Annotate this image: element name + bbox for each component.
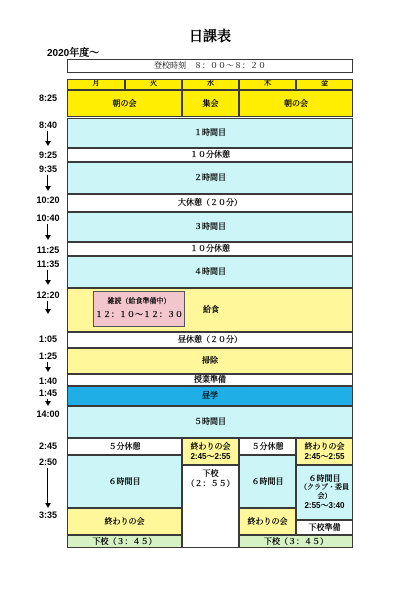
time-935: 9:35 (38, 164, 57, 174)
time-925: 9:25 (38, 150, 57, 160)
down-arrow-icon (45, 401, 51, 406)
day-mon: 月 (67, 79, 125, 90)
school-year: 2020年度〜 (47, 48, 100, 59)
end-meeting-wed-label: 終わりの会 (190, 441, 231, 451)
morning-meeting-mon-tue: 朝の会 (67, 90, 182, 117)
cleaning: 掃除 (67, 348, 353, 374)
time-250: 2:50 (38, 457, 57, 467)
end-meeting-wed (182, 438, 239, 465)
time-245: 2:45 (38, 441, 57, 451)
period-4: ４時間目 (67, 256, 353, 288)
down-arrow-icon (45, 367, 51, 372)
time-1040: 10:40 (36, 213, 60, 223)
study-period: 昼学 (67, 386, 353, 406)
period-5: ５時間目 (67, 406, 353, 438)
noon-break: 昼休憩（２０分） (67, 332, 353, 348)
period-6-fri-note-2: 会） (317, 492, 332, 500)
period-1: １時間目 (67, 118, 353, 148)
day-fri: 金 (296, 79, 353, 90)
dismissal-wed (182, 465, 239, 548)
class-prep: 授業準備 (67, 374, 353, 386)
end-meeting-thu: 終わりの会 (239, 508, 296, 535)
down-arrow-icon (45, 503, 51, 508)
dismissal-wed-label: 下校 (202, 469, 219, 478)
page-title: 日課表 (189, 28, 231, 44)
down-arrow-icon (45, 280, 51, 285)
dismissal-wed-time: （２：５５） (186, 479, 235, 488)
end-meeting-fri (296, 438, 353, 465)
lunch-label: 給食 (203, 305, 219, 314)
dismissal-prep-fri: 下校準備 (296, 520, 353, 535)
time-145: 1:45 (38, 388, 57, 398)
day-tue: 火 (125, 79, 182, 90)
time-1125: 11:25 (36, 245, 60, 255)
end-meeting-wed-time: 2:45〜2:55 (190, 451, 231, 461)
dismissal-mon-tue: 下校（３：４５） (67, 535, 182, 548)
time-105: 1:05 (38, 334, 57, 344)
time-1020: 10:20 (36, 195, 60, 205)
period-6-fri-note-1: （クラブ・委員 (300, 483, 349, 491)
day-wed: 水 (182, 79, 239, 90)
period-6-mon-tue: ６時間目 (67, 455, 182, 508)
period-6-fri-time: 2:55〜3:40 (304, 501, 345, 511)
time-140: 1:40 (38, 376, 57, 386)
break-10min-2: １０分休憩 (67, 242, 353, 256)
period-6-fri-label: ６時間目 (308, 473, 341, 483)
time-1135: 11:35 (36, 259, 60, 269)
time-line-8 (47, 468, 48, 506)
lunch-note-line-2: １２：１０〜１２：３０ (95, 309, 183, 319)
morning-meeting-thu-fri: 朝の会 (239, 90, 353, 117)
end-meeting-fri-time: 2:45〜2:55 (304, 451, 345, 461)
time-1400: 14:00 (36, 409, 60, 419)
down-arrow-icon (45, 235, 51, 240)
period-6-fri-club (296, 465, 353, 520)
period-3: ３時間目 (67, 212, 353, 242)
lunch-reading-note (93, 291, 185, 327)
break-5min-thu: ５分休憩 (239, 438, 296, 455)
break-10min-1: １０分休憩 (67, 148, 353, 162)
time-125: 1:25 (38, 351, 57, 361)
lunch-note-line-1: 雑読（給食準備中） (107, 298, 171, 306)
down-arrow-icon (45, 309, 51, 314)
time-840: 8:40 (38, 120, 57, 130)
time-825: 8:25 (38, 93, 57, 103)
period-2: ２時間目 (67, 162, 353, 194)
period-6-thu: ６時間目 (239, 455, 296, 508)
morning-assembly-wed: 集会 (182, 90, 239, 117)
down-arrow-icon (45, 141, 51, 146)
time-1220: 12:20 (36, 290, 60, 300)
day-thu: 木 (239, 79, 296, 90)
end-meeting-fri-label: 終わりの会 (304, 441, 345, 451)
time-335: 3:35 (38, 510, 57, 520)
attendance-time: 登校時刻 ８：００〜８：２０ (67, 59, 353, 73)
long-break: 大休憩（２０分） (67, 194, 353, 212)
dismissal-thu-fri: 下校（３：４５） (239, 535, 353, 548)
end-meeting-mon-tue: 終わりの会 (67, 508, 182, 535)
down-arrow-icon (45, 186, 51, 191)
break-5min-mon-tue: ５分休憩 (67, 438, 182, 455)
